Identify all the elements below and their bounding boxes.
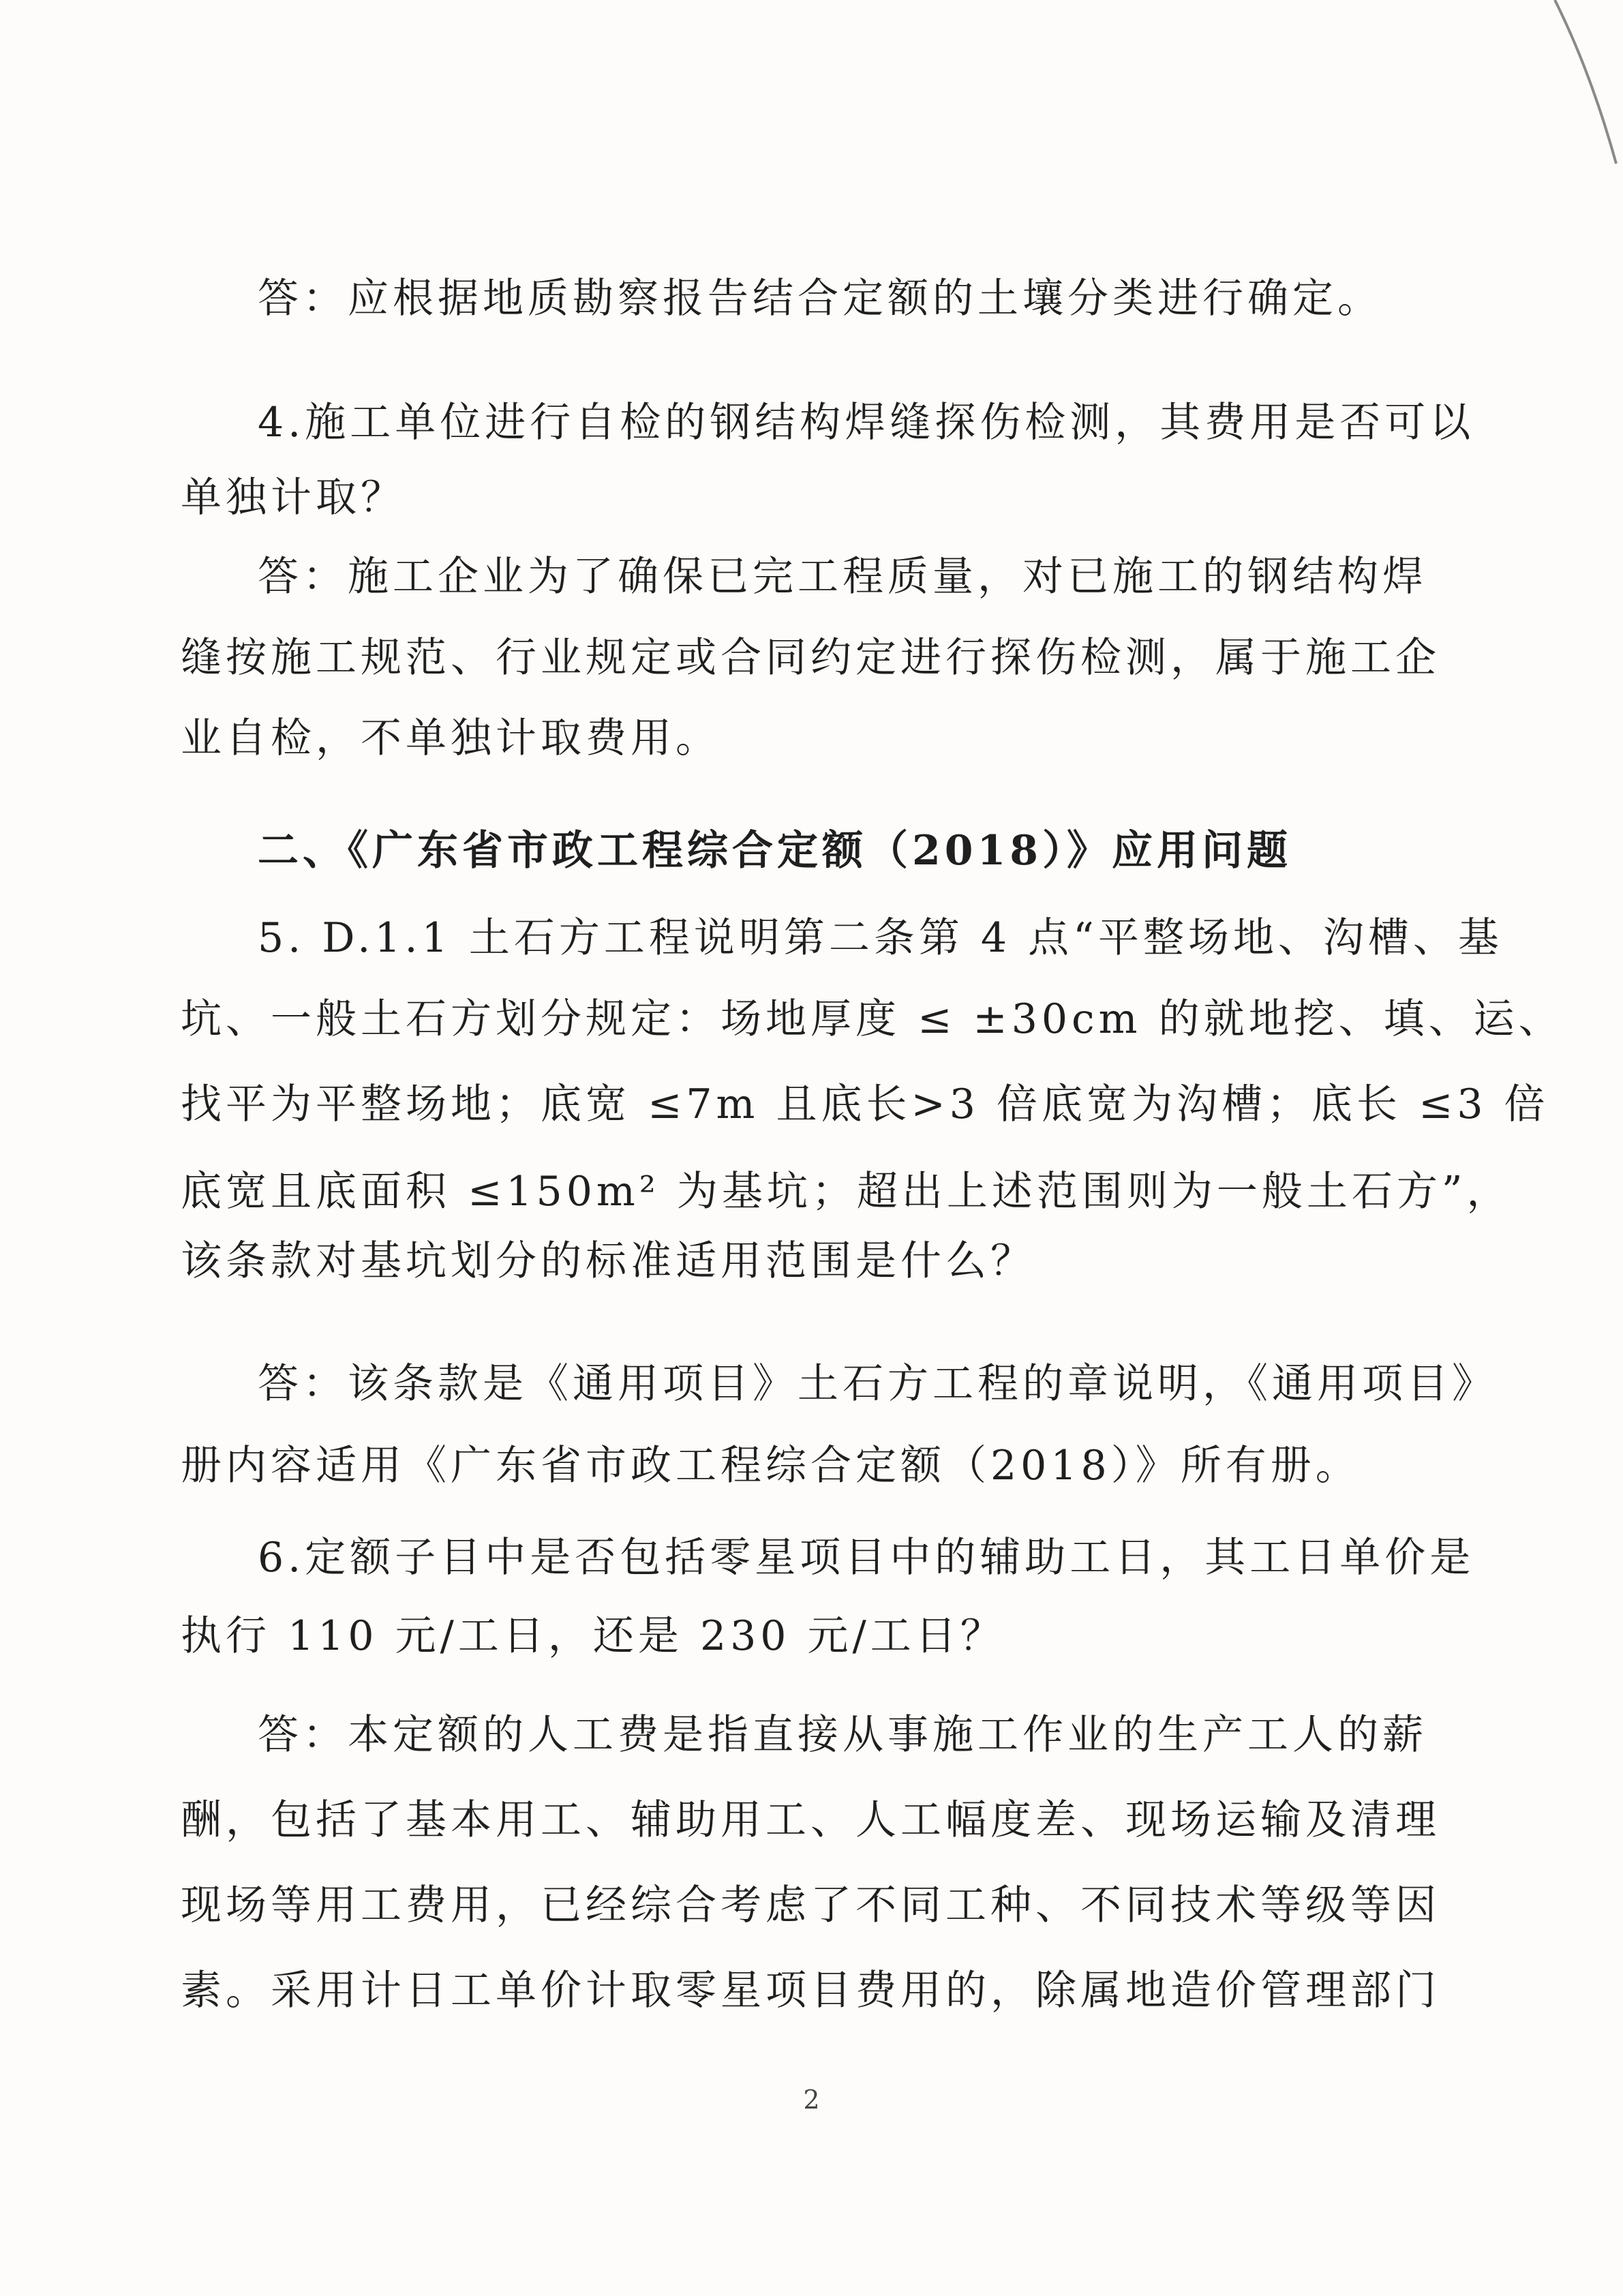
answer-4-line-3: 业自检，不单独计取费用。 [181,714,721,762]
question-5-line-3: 找平为平整场地；底宽 ≤7m 且底长>3 倍底宽为沟槽；底长 ≤3 倍 [181,1081,1549,1128]
question-4-line-2: 单独计取？ [181,474,406,522]
question-4-line-1: 4.施工单位进行自检的钢结构焊缝探伤检测，其费用是否可以 [258,399,1475,447]
answer-4-line-2: 缝按施工规范、行业规定或合同约定进行探伤检测，属于施工企 [181,634,1440,682]
answer-5-line-2: 册内容适用《广东省市政工程综合定额（2018）》所有册。 [181,1442,1361,1490]
answer-6-line-2: 酬，包括了基本用工、辅助用工、人工幅度差、现场运输及清理 [181,1796,1440,1844]
question-6-line-2: 执行 110 元/工日，还是 230 元/工日？ [181,1612,1005,1660]
answer-6-line-1: 答：本定额的人工费是指直接从事施工作业的生产工人的薪 [258,1711,1427,1759]
answer-5-line-1: 答：该条款是《通用项目》土石方工程的章说明，《通用项目》 [258,1360,1497,1408]
page-number: 2 [803,2085,820,2115]
answer-6-line-4: 素。采用计日工单价计取零星项目费用的，除属地造价管理部门 [181,1967,1440,2014]
question-5-line-1: 5. D.1.1 土石方工程说明第二条第 4 点“平整场地、沟槽、基 [258,914,1503,962]
question-6-line-1: 6.定额子目中是否包括零星项目中的辅助工日，其工日单价是 [258,1534,1475,1582]
answer-6-line-3: 现场等用工费用，已经综合考虑了不同工种、不同技术等级等因 [181,1882,1440,1929]
answer-3-line-1: 答：应根据地质勘察报告结合定额的土壤分类进行确定。 [258,275,1382,322]
question-5-line-4: 底宽且底面积 ≤150m² 为基坑；超出上述范围则为一般土石方”， [181,1168,1512,1215]
answer-4-line-1: 答：施工企业为了确保已完工程质量，对已施工的钢结构焊 [258,553,1427,601]
scan-edge-mark [1541,0,1623,177]
question-5-line-5: 该条款对基坑划分的标准适用范围是什么？ [181,1237,1035,1285]
question-5-line-2: 坑、一般土石方划分规定：场地厚度 ≤ ±30cm 的就地挖、填、运、 [181,995,1564,1043]
section-2-heading: 二、《广东省市政工程综合定额（2018）》应用问题 [258,827,1292,875]
